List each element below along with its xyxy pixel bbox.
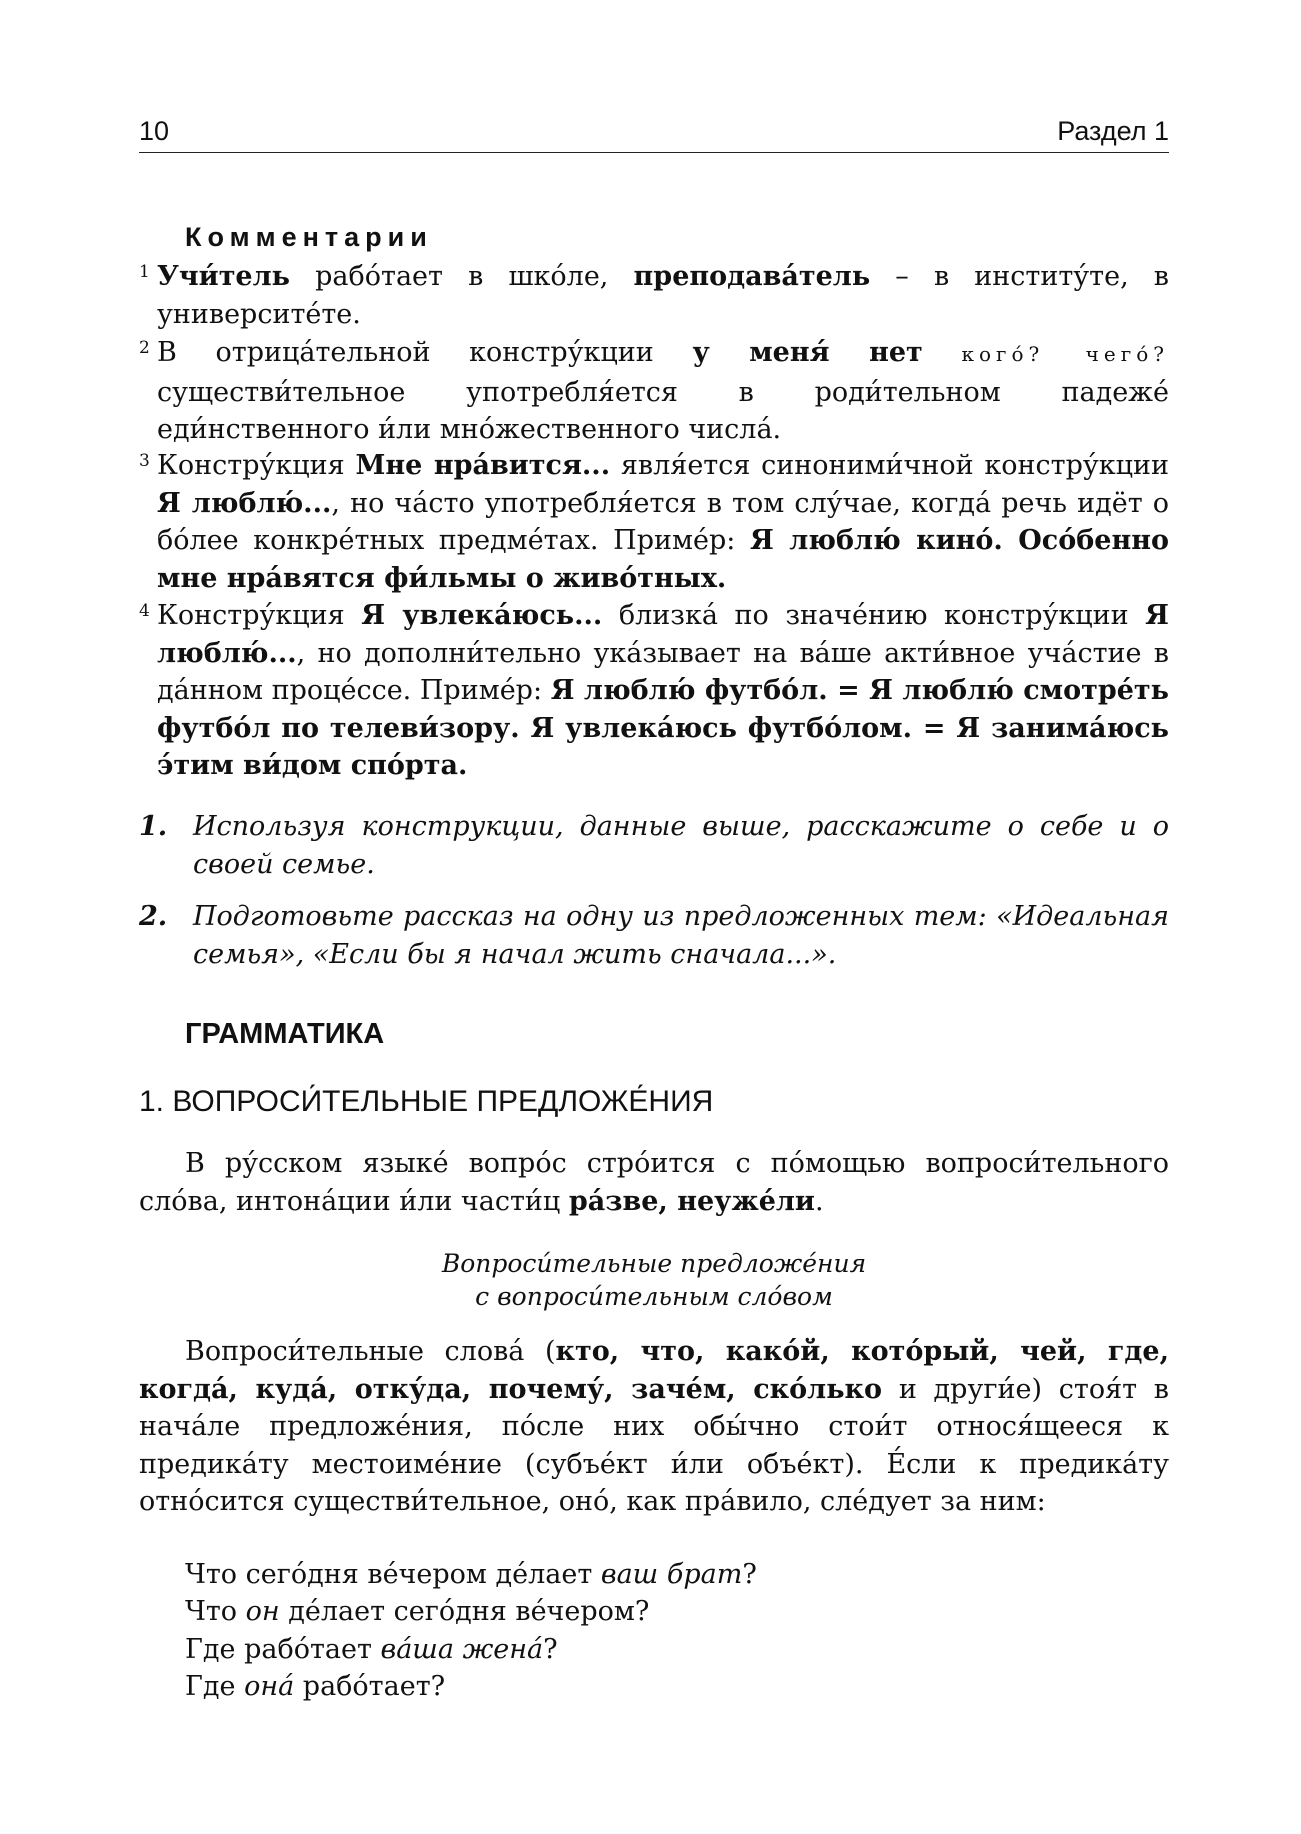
footnote-number: 2 (139, 338, 150, 358)
example-sentence (185, 1593, 649, 1631)
bold-run: Я люблю́ кино́. Осо́бенно мне нра́вятся фи́льмы о живо́тных. (157, 525, 1169, 594)
task-number: 1. (139, 811, 168, 842)
text-run: рабо́тает? (294, 1671, 446, 1702)
grammar-heading: ГРАММАТИКА (185, 1018, 385, 1050)
task-number: 2. (139, 901, 168, 932)
spaced-run: кого́? чего́? (961, 342, 1169, 366)
text-run: Где (185, 1671, 245, 1702)
bold-run: Я люблю́ футбо́л. = Я люблю́ смотре́ть футбо́л по телеви́зору. Я увлека́юсь футбо́лом. = Я занима́юсь э́тим ви́дом спо́рта. (157, 675, 1169, 781)
text-run: рабо́тает в шко́ле, (289, 261, 634, 292)
footnote-number: 1 (139, 262, 150, 282)
bold-run: Я люблю́... (157, 487, 332, 519)
text-run: ? (742, 1559, 757, 1590)
text-run: и други́е) стоя́т в нача́ле предложе́ния, по́сле них обы́чно стои́т относя́щееся к предика́ту местоиме́ние (субъе́кт и́ли объе́кт). Е́сли к предика́ту отно́сится существи́тельное, оно́, как пра́вило, сле́дует за ним: (139, 1373, 1169, 1517)
intro-paragraph (139, 1145, 1169, 1220)
subheading-line: с вопроси́тельным сло́вом (475, 1282, 833, 1311)
example-sentence (185, 1631, 558, 1669)
page-number: 10 (139, 116, 170, 146)
text-run: – в институ́те, в университе́те. (157, 261, 1169, 330)
text-run: явля́ется синоними́чной констру́кции (610, 450, 1169, 481)
running-header (139, 112, 1169, 153)
bold-run: Учи́тель (157, 261, 290, 292)
rule-text (139, 1336, 1169, 1517)
example-sentence (185, 1668, 445, 1706)
subheading-line: Вопроси́тельные предложе́ния (441, 1249, 867, 1278)
text-run: существи́тельное употребля́ется в роди́тельном падеже́ еди́нственного и́ли мно́жественного числа́. (157, 376, 1169, 445)
bold-run: Я увлека́юсь... (361, 600, 603, 631)
italic-run: он (245, 1596, 280, 1627)
text-run: Что сего́дня ве́чером де́лает (185, 1559, 601, 1590)
text-run (923, 337, 962, 368)
bold-run: ра́зве, неуже́ли (568, 1185, 815, 1217)
text-run: ? (543, 1634, 558, 1665)
bold-run: Мне нра́вится... (355, 450, 611, 481)
task-2 (139, 898, 1169, 973)
example-sentence (185, 1556, 757, 1594)
rule-paragraph (139, 1333, 1169, 1521)
comments-heading: Комментарии (185, 222, 433, 252)
footnote-number: 4 (139, 601, 150, 621)
text-run: близка́ по значе́нию констру́кции (602, 600, 1146, 631)
text-run: , но ча́сто употребля́ется в том слу́чае, когда́ речь идёт о бо́лее конкре́тных предме́тах. Приме́р: (157, 487, 1169, 556)
text-run: В отрица́тельной констру́кции (157, 337, 693, 368)
text-run: Констру́кция (157, 450, 356, 481)
footnote-number: 3 (139, 451, 150, 471)
footnote-text (157, 447, 1169, 597)
footnote-text (157, 334, 1169, 449)
bold-run: Я люблю́... (157, 600, 1169, 669)
section-label: Раздел 1 (1057, 116, 1169, 146)
text-run: Констру́кция (157, 600, 362, 631)
text-run: . (814, 1185, 824, 1217)
footnote-4 (139, 597, 1169, 785)
italic-run: она́ (244, 1671, 295, 1702)
task-1 (139, 808, 1169, 883)
task-text: Подготовьте рассказ на одну из предложенных тем: «Идеальная семья», «Если бы я начал жить сначала...». (193, 901, 1169, 970)
footnote-text (157, 258, 1169, 333)
text-run: В ру́сском языке́ вопро́с стро́ится с по́мощью вопроси́тельного сло́ва, интона́ции и́ли части́ц (139, 1148, 1169, 1217)
italic-subheading (139, 1247, 1169, 1313)
footnote-1 (139, 258, 1169, 333)
footnote-text (157, 597, 1169, 785)
text-run: Что (185, 1596, 246, 1627)
bold-run: преподава́тель (633, 261, 871, 292)
footnote-2 (139, 334, 1169, 449)
subsection-heading: 1. ВОПРОСИ́ТЕЛЬНЫЕ ПРЕДЛОЖЕ́НИЯ (139, 1085, 714, 1118)
text-run: , но дополни́тельно ука́зывает на ва́ше акти́вное уча́стие в да́нном проце́ссе. Приме́р: (157, 637, 1169, 706)
intro-text (139, 1148, 1169, 1217)
text-run: Где рабо́тает (185, 1634, 381, 1665)
task-text: Используя конструкции, данные выше, расскажите о себе и о своей семье. (193, 811, 1169, 880)
bold-run: у меня́ нет (692, 337, 923, 368)
italic-run: ва́ша жена́ (380, 1634, 544, 1665)
footnote-3 (139, 447, 1169, 597)
text-run: Вопроси́тельные слова́ ( (185, 1336, 556, 1367)
italic-run: ваш брат (600, 1559, 743, 1590)
bold-run: кто, что, како́й, кото́рый, чей, где, когда́, куда́, отку́да, почему́, заче́м, ско́лько (139, 1336, 1169, 1405)
text-run: де́лает сего́дня ве́чером? (279, 1596, 650, 1627)
